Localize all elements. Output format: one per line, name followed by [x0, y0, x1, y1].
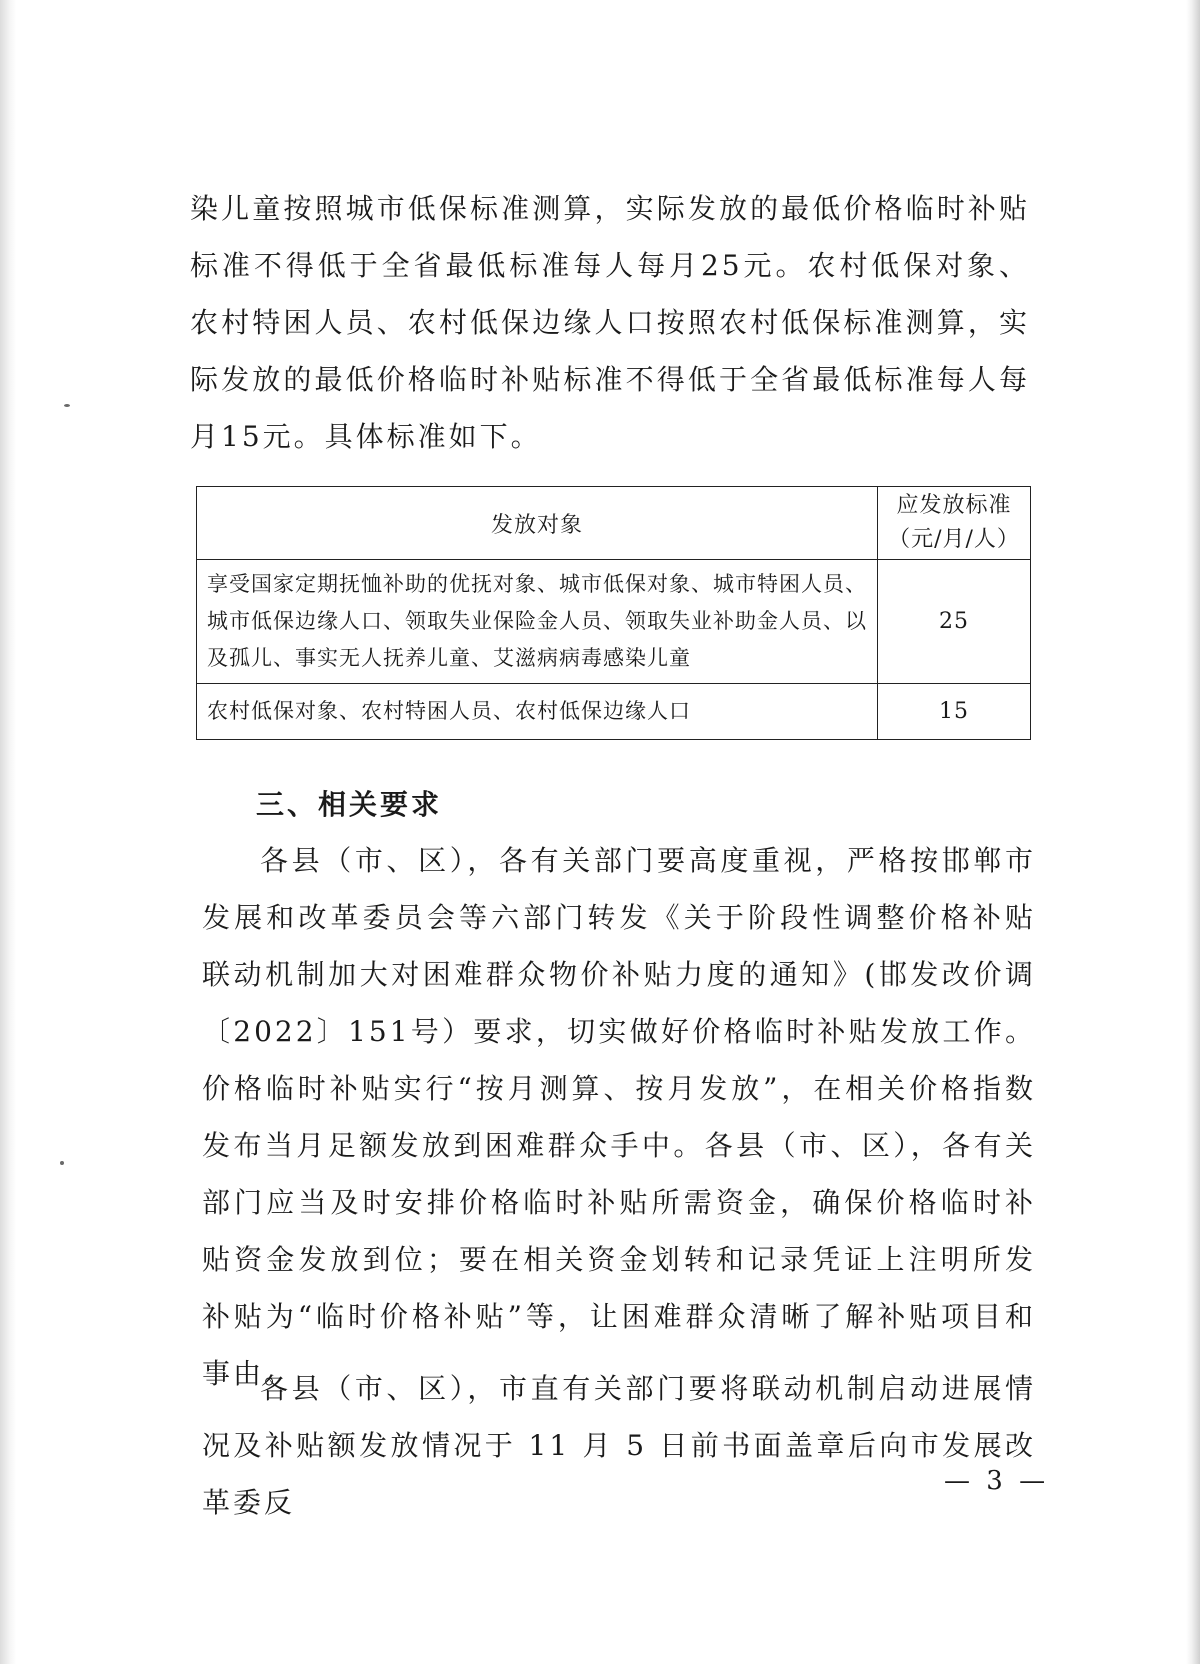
- page-number: — 3 —: [944, 1466, 1050, 1496]
- header-standard-line2: （元/月/人）: [888, 527, 1020, 552]
- row-value: 15: [878, 684, 1031, 740]
- table-header-row: [197, 487, 1031, 560]
- paragraph-requirements: 各县（市、区），各有关部门要高度重视，严格按邯郸市发展和改革委员会等六部门转发《关于阶段性调整价格补贴联动机制加大对困难群众物价补贴力度的通知》(邯发改价调〔2022〕151号）要求，切实做好价格临时补贴发放工作。价格临时补贴实行“按月测算、按月发放”，在相关价格指数发布当月足额发放到困难群众手中。各县（市、区），各有关部门应当及时安排价格临时补贴所需资金，确保价格临时补贴资金发放到位；要在相关资金划转和记录凭证上注明所发补贴为“临时价格补贴”等，让困难群众清晰了解补贴项目和事由。: [202, 844, 1036, 1390]
- row-target: 享受国家定期抚恤补助的优抚对象、城市低保对象、城市特困人员、城市低保边缘人口、领取失业保险金人员、领取失业补助金人员、以及孤儿、事实无人抚养儿童、艾滋病病毒感染儿童: [197, 560, 878, 684]
- scan-speck: [60, 1161, 64, 1165]
- paragraph-reporting: 各县（市、区），市直有关部门要将联动机制启动进展情况及补贴额发放情况于 11 月 5 日前书面盖章后向市发展改革委反: [202, 1372, 1036, 1519]
- row-value: 25: [878, 560, 1031, 684]
- row-target: 农村低保对象、农村特困人员、农村低保边缘人口: [197, 684, 878, 740]
- header-standard-line1: 应发放标准: [896, 493, 1012, 518]
- paragraph-subsidy-standard: 染儿童按照城市低保标准测算，实际发放的最低价格临时补贴标准不得低于全省最低标准每人每月25元。农村低保对象、农村特困人员、农村低保边缘人口按照农村低保标准测算，实际发放的最低价格临时补贴标准不得低于全省最低标准每人每月15元。具体标准如下。: [190, 192, 1030, 453]
- header-target: 发放对象: [197, 487, 878, 560]
- table-row: [197, 684, 1031, 740]
- header-standard: [878, 487, 1031, 560]
- table-row: [197, 560, 1031, 684]
- scan-speck: [64, 404, 70, 407]
- section-heading: 三、相关要求: [256, 788, 443, 821]
- subsidy-standard-table: [196, 486, 1031, 740]
